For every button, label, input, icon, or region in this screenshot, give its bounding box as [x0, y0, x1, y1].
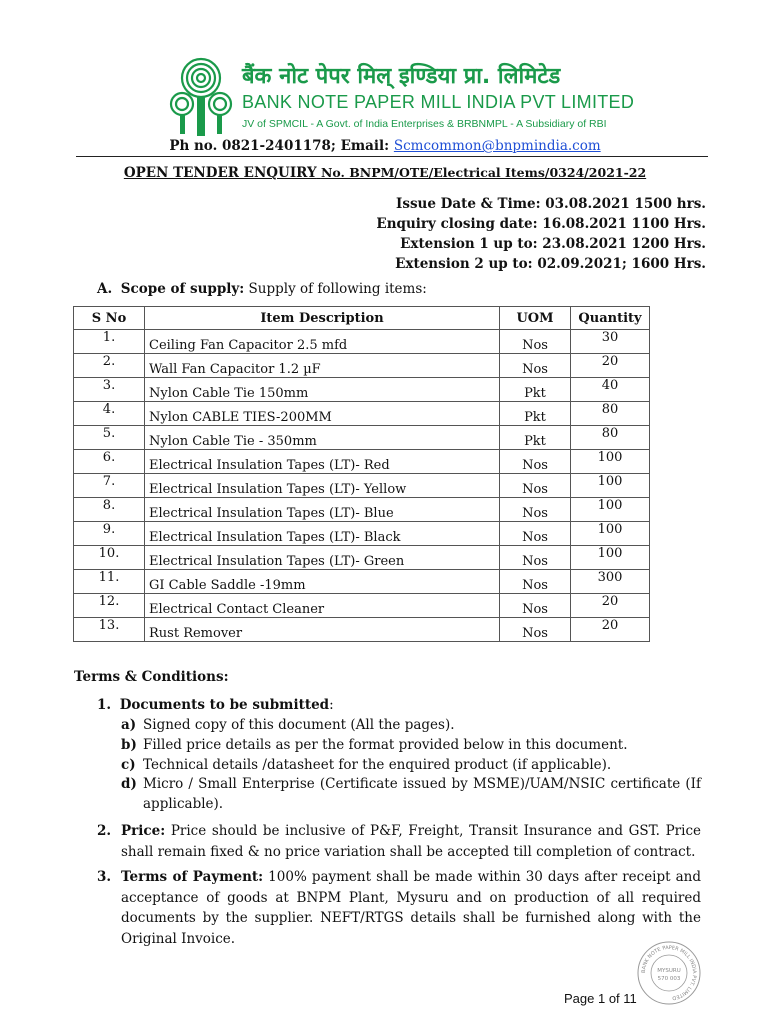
table-row	[74, 546, 650, 570]
table-row	[74, 450, 650, 474]
cell-uom: Nos	[500, 474, 571, 498]
cell-description: Electrical Insulation Tapes (LT)- Red	[145, 450, 500, 474]
header-divider	[76, 156, 708, 157]
scope-label: Scope of supply:	[120, 281, 245, 297]
table-row	[74, 522, 650, 546]
cell-description: GI Cable Saddle -19mm	[145, 570, 500, 594]
item-text: Filled price details as per the format provided below in this document.	[143, 737, 628, 753]
tender-title	[0, 165, 770, 181]
cell-quantity: 80	[571, 402, 650, 426]
table-row	[74, 618, 650, 642]
cell-quantity: 100	[571, 546, 650, 570]
company-name-english: BANK NOTE PAPER MILL INDIA PVT LIMITED	[242, 92, 635, 112]
header-sno: S No	[74, 307, 145, 330]
scope-of-supply	[97, 281, 427, 297]
cell-quantity: 20	[571, 594, 650, 618]
contact-line	[0, 138, 770, 154]
cell-uom: Nos	[500, 522, 571, 546]
cell-description: Electrical Insulation Tapes (LT)- Blue	[145, 498, 500, 522]
item-label: c)	[121, 757, 136, 773]
cell-description: Electrical Insulation Tapes (LT)- Yellow	[145, 474, 500, 498]
term-3-text: 100% payment shall be made within 30 days after receipt and acceptance of goods at BNPM Plant, Mysuru and on production of all required documents by the supplier. NEFT/RTGS details shall be furnished along with the Original Invoice.	[121, 869, 702, 947]
extension-1: Extension 1 up to: 23.08.2021 1200 Hrs.	[400, 236, 706, 252]
cell-description: Electrical Insulation Tapes (LT)- Black	[145, 522, 500, 546]
cell-quantity: 100	[571, 522, 650, 546]
page-number: Page 1 of 11	[564, 991, 637, 1006]
company-logo	[168, 56, 234, 140]
cell-quantity: 30	[571, 330, 650, 354]
extension-2: Extension 2 up to: 02.09.2021; 1600 Hrs.	[395, 256, 706, 272]
cell-uom: Nos	[500, 594, 571, 618]
scope-text: Supply of following items:	[248, 281, 427, 297]
cell-uom: Nos	[500, 498, 571, 522]
company-name-hindi: बैंक नोट पेपर मिल् इण्डिया प्रा. लिमिटेड	[242, 64, 561, 89]
cell-sno: 6.	[74, 450, 145, 474]
term-1: 1. Documents to be submitted:	[97, 697, 334, 713]
issue-date: Issue Date & Time: 03.08.2021 1500 hrs.	[396, 196, 706, 212]
table-row	[74, 498, 650, 522]
cell-uom: Nos	[500, 450, 571, 474]
seal-pin: 570 003	[657, 976, 681, 982]
term-1-item-b	[121, 736, 701, 756]
cell-uom: Pkt	[500, 378, 571, 402]
cell-sno: 7.	[74, 474, 145, 498]
cell-uom: Nos	[500, 546, 571, 570]
term-1-number: 1.	[97, 697, 112, 713]
cell-sno: 4.	[74, 402, 145, 426]
tender-number: No. BNPM/OTE/Electrical Items/0324/2021-22	[320, 165, 647, 180]
table-row	[74, 402, 650, 426]
cell-uom: Pkt	[500, 426, 571, 450]
cell-quantity: 80	[571, 426, 650, 450]
tender-dates	[376, 194, 706, 274]
cell-sno: 5.	[74, 426, 145, 450]
cell-quantity: 20	[571, 354, 650, 378]
header-uom: UOM	[500, 307, 571, 330]
term-1-title: Documents to be submitted	[119, 697, 330, 713]
cell-sno: 8.	[74, 498, 145, 522]
seal-city: MYSURU	[657, 968, 681, 974]
cell-quantity: 100	[571, 498, 650, 522]
cell-sno: 2.	[74, 354, 145, 378]
term-2-number: 2.	[97, 823, 112, 839]
cell-sno: 11.	[74, 570, 145, 594]
items-table	[73, 306, 650, 642]
seal-ring-text: BANK NOTE PAPER MILL INDIA PVT. LIMITED	[640, 944, 698, 1001]
cell-description: Wall Fan Capacitor 1.2 µF	[145, 354, 500, 378]
term-3	[97, 867, 701, 949]
table-row	[74, 354, 650, 378]
term-1-item-d	[121, 775, 701, 814]
company-seal	[636, 940, 702, 1006]
tender-title-text: OPEN TENDER ENQUIRY	[123, 165, 317, 181]
cell-uom: Pkt	[500, 402, 571, 426]
cell-uom: Nos	[500, 618, 571, 642]
cell-quantity: 20	[571, 618, 650, 642]
terms-heading: Terms & Conditions:	[74, 669, 229, 685]
term-3-number: 3.	[97, 869, 112, 885]
table-row	[74, 426, 650, 450]
cell-description: Electrical Insulation Tapes (LT)- Green	[145, 546, 500, 570]
table-body	[74, 330, 650, 642]
term-2	[97, 821, 701, 862]
header-description: Item Description	[145, 307, 500, 330]
header-quantity: Quantity	[571, 307, 650, 330]
cell-uom: Nos	[500, 354, 571, 378]
cell-uom: Nos	[500, 570, 571, 594]
cell-description: Ceiling Fan Capacitor 2.5 mfd	[145, 330, 500, 354]
cell-description: Electrical Contact Cleaner	[145, 594, 500, 618]
cell-description: Nylon Cable Tie 150mm	[145, 378, 500, 402]
cell-sno: 10.	[74, 546, 145, 570]
jv-line: JV of SPMCIL - A Govt. of India Enterprises & BRBNMPL - A Subsidiary of RBI	[242, 118, 607, 130]
cell-uom: Nos	[500, 330, 571, 354]
cell-description: Nylon CABLE TIES-200MM	[145, 402, 500, 426]
table-row	[74, 570, 650, 594]
table-row	[74, 594, 650, 618]
scope-prefix: A.	[97, 281, 113, 297]
term-3-title: Terms of Payment:	[121, 869, 264, 885]
cell-description: Nylon Cable Tie - 350mm	[145, 426, 500, 450]
item-text: Technical details /datasheet for the enquired product (if applicable).	[143, 757, 612, 773]
cell-description: Rust Remover	[145, 618, 500, 642]
term-1-item-a	[121, 716, 701, 736]
item-label: d)	[121, 776, 137, 792]
table-row	[74, 474, 650, 498]
table-row	[74, 330, 650, 354]
cell-sno: 12.	[74, 594, 145, 618]
phone-label: Ph no. 0821-2401178; Email:	[169, 138, 390, 154]
term-1-item-c	[121, 756, 701, 776]
term-2-text: Price should be inclusive of P&F, Freight, Transit Insurance and GST. Price shall remain fixed & no price variation shall be accepted till completion of contract.	[121, 823, 702, 860]
item-label: b)	[121, 737, 137, 753]
cell-quantity: 300	[571, 570, 650, 594]
email-link[interactable]: Scmcommon@bnpmindia.com	[393, 138, 601, 154]
cell-quantity: 100	[571, 450, 650, 474]
cell-quantity: 40	[571, 378, 650, 402]
cell-sno: 9.	[74, 522, 145, 546]
cell-sno: 13.	[74, 618, 145, 642]
table-row	[74, 378, 650, 402]
cell-sno: 1.	[74, 330, 145, 354]
item-label: a)	[121, 717, 137, 733]
item-text: Micro / Small Enterprise (Certificate issued by MSME)/UAM/NSIC certificate (If applicable).	[143, 776, 701, 812]
item-text: Signed copy of this document (All the pages).	[143, 717, 455, 733]
term-2-title: Price:	[121, 823, 166, 839]
cell-quantity: 100	[571, 474, 650, 498]
cell-sno: 3.	[74, 378, 145, 402]
closing-date: Enquiry closing date: 16.08.2021 1100 Hrs.	[376, 216, 706, 232]
table-header-row	[74, 307, 650, 330]
